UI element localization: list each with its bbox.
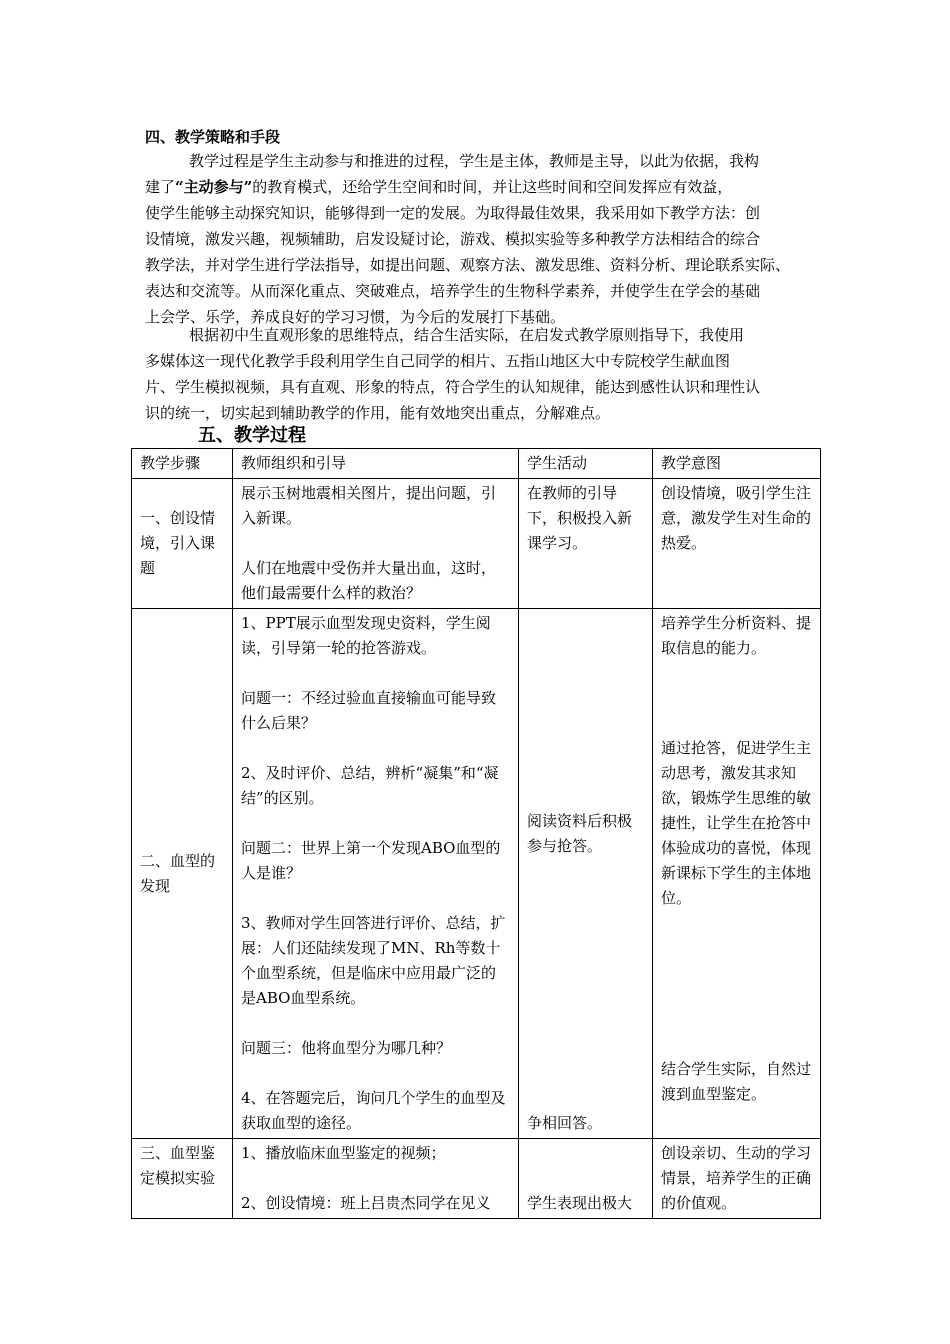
teacher-text: 2、及时评价、总结，辨析“凝集”和“凝结”的区别。 bbox=[241, 764, 499, 807]
paragraph-line: 使学生能够主动探究知识，能够得到一定的发展。为取得最佳效果，我采用如下教学方法：创 bbox=[145, 204, 761, 222]
spacer bbox=[241, 1011, 510, 1036]
teacher-text: 1、PPT展示血型发现史资料，学生阅读，引导第一轮的抢答游戏。 bbox=[241, 614, 491, 657]
teacher-text: 问题一：不经过验血直接输血可能导致什么后果？ bbox=[241, 689, 497, 732]
step-cell: 二、血型的发现 bbox=[132, 609, 233, 1139]
paragraph-fragment: 的教育模式，还给学生空间和时间，并让这些时间和空间发挥应有效益， bbox=[252, 178, 733, 196]
section-4-paragraph-2 bbox=[145, 322, 821, 426]
paragraph-line: 上会学、乐学，养成良好的学习习惯，为今后的发展打下基础。 bbox=[145, 308, 566, 326]
student-cell bbox=[519, 609, 653, 1139]
emphasis-text: “主动参与” bbox=[175, 178, 253, 196]
header-step: 教学步骤 bbox=[132, 449, 233, 479]
header-teacher: 教师组织和引导 bbox=[233, 449, 519, 479]
intent-cell: 创设亲切、生动的学习情景，培养学生的正确的价值观。 bbox=[653, 1139, 821, 1219]
paragraph-line: 识的统一，切实起到辅助教学的作用，能有效地突出重点，分解难点。 bbox=[145, 404, 611, 422]
paragraph-line: 设情境，激发兴趣，视频辅助，启发设疑讨论，游戏、模拟实验等多种教学方法相结合的综合 bbox=[145, 230, 761, 248]
section-5-heading: 五、教学过程 bbox=[198, 425, 306, 446]
paragraph-line: 表达和交流等。从而深化重点、突破难点，培养学生的生物科学素养，并使学生在学会的基础 bbox=[145, 282, 761, 300]
header-intent: 教学意图 bbox=[653, 449, 821, 479]
paragraph-line: 根据初中生直观形象的思维特点，结合生活实际，在启发式教学原则指导下，我使用 bbox=[189, 326, 745, 344]
teacher-text: 2、创设情境：班上吕贵杰同学在见义 bbox=[241, 1194, 491, 1212]
teacher-text: 问题三：他将血型分为哪几种？ bbox=[241, 1039, 452, 1057]
paragraph-line: 多媒体这一现代化教学手段利用学生自己同学的相片、五指山地区大中专院校学生献血图 bbox=[145, 352, 731, 370]
teacher-text: 人们在地震中受伤并大量出血，这时，他们最需要什么样的救治？ bbox=[241, 559, 497, 602]
spacer bbox=[241, 1061, 510, 1086]
intent-text: 结合学生实际，自然过渡到血型鉴定。 bbox=[661, 1060, 812, 1103]
student-text: 阅读资料后积极参与抢答。 bbox=[527, 812, 633, 855]
step-cell: 一、创设情境，引入课题 bbox=[132, 479, 233, 609]
table-row bbox=[132, 1139, 821, 1219]
student-text: 争相回答。 bbox=[527, 1114, 603, 1132]
teacher-text: 1、播放临床血型鉴定的视频； bbox=[241, 1144, 446, 1162]
paragraph-fragment: 建了 bbox=[145, 178, 176, 196]
header-student: 学生活动 bbox=[519, 449, 653, 479]
spacer bbox=[241, 736, 510, 761]
teacher-text: 问题二：世界上第一个发现ABO血型的人是谁？ bbox=[241, 839, 501, 882]
intent-cell bbox=[653, 609, 821, 1139]
spacer bbox=[241, 661, 510, 686]
table-row bbox=[132, 609, 821, 1139]
student-cell: 在教师的引导下，积极投入新课学习。 bbox=[519, 479, 653, 609]
paragraph-line: 教学法，并对学生进行学法指导，如提出问题、观察方法、激发思维、资料分析、理论联系实际、 bbox=[145, 256, 791, 274]
spacer bbox=[241, 1166, 510, 1191]
paragraph-line bbox=[145, 174, 821, 200]
teacher-text: 3、教师对学生回答进行评价、总结，扩展：人们还陆续发现了MN、Rh等数十个血型系统，但是临床中应用最广泛的是ABO血型系统。 bbox=[241, 914, 506, 1007]
spacer bbox=[241, 531, 510, 556]
spacer bbox=[241, 811, 510, 836]
student-cell: 学生表现出极大 bbox=[519, 1139, 653, 1219]
section-4-heading: 四、教学策略和手段 bbox=[145, 128, 281, 146]
table-row bbox=[132, 479, 821, 609]
teacher-cell bbox=[233, 479, 519, 609]
teacher-cell bbox=[233, 1139, 519, 1219]
paragraph-line: 片、学生模拟视频，具有直观、形象的特点，符合学生的认知规律，能达到感性认识和理性认 bbox=[145, 378, 761, 396]
teacher-cell bbox=[233, 609, 519, 1139]
teaching-process-table bbox=[131, 448, 821, 1219]
table-header-row bbox=[132, 449, 821, 479]
teacher-text: 4、在答题完后，询问几个学生的血型及获取血型的途径。 bbox=[241, 1089, 506, 1132]
intent-cell: 创设情境，吸引学生注意，激发学生对生命的热爱。 bbox=[653, 479, 821, 609]
spacer bbox=[241, 886, 510, 911]
intent-text: 培养学生分析资料、提取信息的能力。 bbox=[661, 614, 812, 657]
paragraph-line: 教学过程是学生主动参与和推进的过程，学生是主体，教师是主导，以此为依据，我构 bbox=[189, 152, 760, 170]
step-cell: 三、血型鉴定模拟实验 bbox=[132, 1139, 233, 1219]
teacher-text: 展示玉树地震相关图片，提出问题，引入新课。 bbox=[241, 484, 497, 527]
section-4-paragraph-1 bbox=[145, 148, 821, 330]
intent-text: 通过抢答，促进学生主动思考，激发其求知欲，锻炼学生思维的敏捷性，让学生在抢答中体验成功的喜悦，体现新课标下学生的主体地位。 bbox=[661, 739, 812, 907]
